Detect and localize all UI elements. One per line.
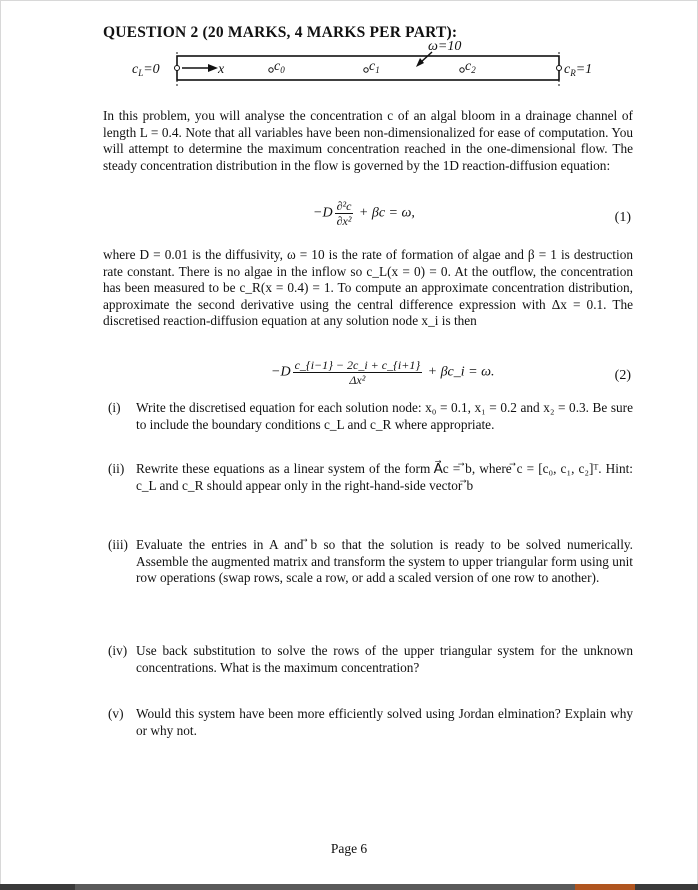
cR-label: $c_R=1$ [564,62,593,78]
node-c1 [364,68,368,72]
equation-1-math [313,199,415,228]
part-i-text: Write the discretised equation for each solution node: x₀ = 0.1, x₁ = 0.2 and x₂ = 0.3. Be sure to include the boundary conditions c_L and c_R where appropriate. [136,400,633,432]
equation-1 [103,197,633,237]
part-v-text: Would this system have been more efficiently solved using Jordan elmination? Explain why or why not. [136,706,633,738]
x-label: x [218,62,225,77]
viewer-bottom-bar-accent [575,884,635,890]
part-v [108,706,633,740]
cL-label: $c_L=0$ [132,62,160,78]
part-iii [108,537,633,605]
equation-1-minus-d: −D [313,205,333,221]
equation-2-numerator: c_{i−1} − 2c_i + c_{i+1} [294,358,421,372]
equation-2-denominator: Δx² [349,373,366,387]
part-iii-text: Evaluate the entries in A and ⃗b so that the solution is ready to be solved numerically. Assemble the augmented matrix and transform the system to upper triangular form using unit row operations (swap rows, scale a row, or add a scaled version of one row to another). [136,537,633,586]
intro-paragraph: In this problem, you will analyse the concentration c of an algal bloom in a drainage channel of length L = 0.4. Note that all variables have been non-dimensionalized for ease of computation. You will attempt to determine the maximum concentration reached in the one-dimensional flow. The steady concentration distribution in the flow is governed by the 1D reaction-diffusion equation: [103,108,633,173]
explanation-paragraph: where D = 0.01 is the diffusivity, ω = 10 is the rate of formation of algae and β = 1 is destruction rate constant. There is no algae in the inflow so c_L(x = 0) = 0. At the outflow, the concentration has been measured to be c_R(x = 0.4) = 1. To compute an approximate concentration distribution, approximate the second derivative using the central difference expression with Δx = 0.1. The discretised reaction-diffusion equation at any solution node x_i is then [103,247,633,329]
channel-diagram [120,38,593,98]
equation-2-math [271,358,495,387]
equation-2-fraction [293,358,423,387]
equation-1-numerator: ∂²c [336,199,352,213]
part-i-label: (i) [108,400,121,415]
node-right [557,66,562,71]
part-v-label: (v) [108,706,124,721]
part-iv-label: (iv) [108,643,128,658]
omega-label: ω=10 [428,39,462,54]
node-left [175,66,180,71]
part-iv [108,643,633,677]
equation-1-fraction [335,199,354,228]
viewer-bottom-bar-track [75,884,575,890]
c1-label: $c_1$ [369,59,380,75]
equation-2-rest: + βc_i = ω. [427,364,495,380]
c0-label: $c_0$ [274,59,285,75]
node-c0 [269,68,273,72]
node-c2 [460,68,464,72]
equation-1-rest: + βc = ω, [358,205,415,221]
channel-diagram-svg [120,38,593,98]
question-heading: QUESTION 2 (20 MARKS, 4 MARKS PER PART): [103,24,458,41]
part-ii [108,461,633,495]
channel-outline [177,56,559,80]
equation-1-denominator: ∂x² [336,214,352,228]
c2-label: $c_2$ [465,59,476,75]
equation-2-number: (2) [614,368,631,383]
part-iv-text: Use back substitution to solve the rows of the upper triangular system for the unknown concentrations. What is the maximum concentration? [136,643,633,675]
omega-arrow-head [416,58,424,67]
equation-2-minus-d: −D [271,364,291,380]
page-number: Page 6 [330,841,368,856]
part-ii-label: (ii) [108,461,125,476]
part-ii-text: Rewrite these equations as a linear system of the form A⃗c = ⃗b, where ⃗c = [c₀, c₁, c₂]ᵀ. Hint: c_L and c_R should appear only in the right-hand-side vector ⃗b [136,461,633,493]
x-arrow-head [208,64,218,72]
equation-2 [103,358,633,398]
part-iii-label: (iii) [108,537,128,552]
viewer-bottom-bar [0,884,698,890]
part-i [108,400,633,434]
equation-1-number: (1) [614,210,631,225]
